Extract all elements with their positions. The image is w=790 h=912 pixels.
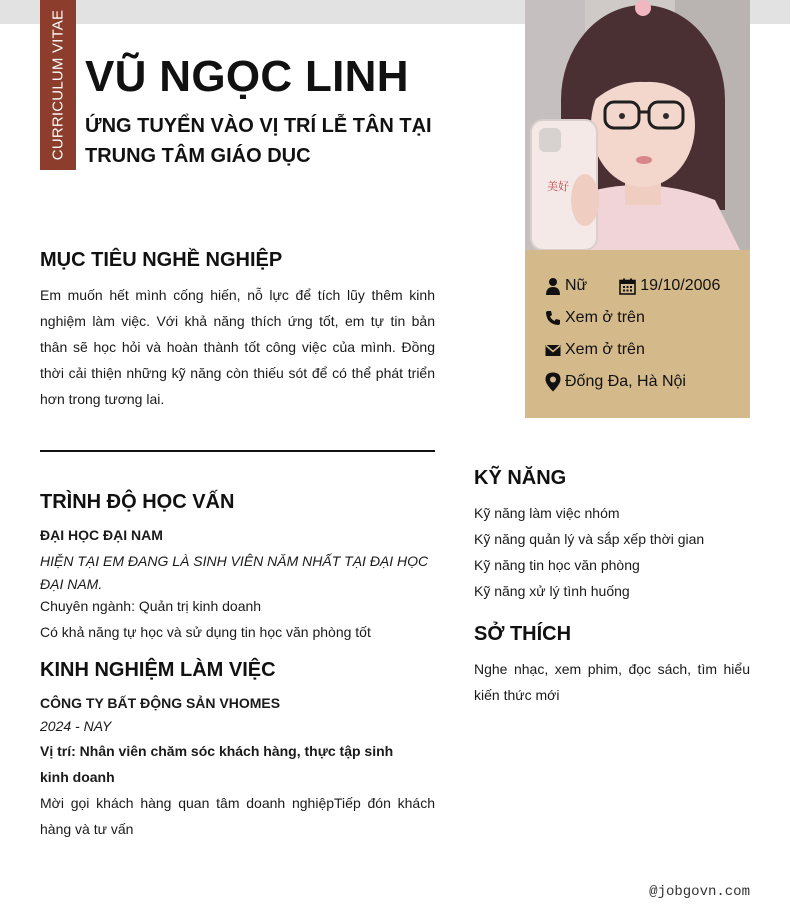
profile-photo bbox=[525, 0, 750, 250]
person-icon bbox=[545, 277, 561, 295]
address-item bbox=[545, 372, 686, 392]
profile-photo-image bbox=[525, 0, 750, 250]
education-major: Chuyên ngành: Quản trị kinh doanh bbox=[40, 598, 262, 614]
experience-title: KINH NGHIỆM LÀM VIỆC bbox=[40, 659, 276, 681]
skill-item: Kỹ năng tin học văn phòng bbox=[474, 557, 640, 573]
hobbies-title: SỞ THÍCH bbox=[474, 623, 572, 645]
experience-period: 2024 - NAY bbox=[40, 718, 112, 734]
phone-icon bbox=[545, 310, 561, 326]
experience-company: CÔNG TY BẤT ĐỘNG SẢN VHOMES bbox=[40, 695, 281, 711]
gender-value: Nữ bbox=[565, 277, 588, 294]
objective-title: MỤC TIÊU NGHỀ NGHIỆP bbox=[40, 249, 283, 271]
birthdate-value: 19/10/2006 bbox=[640, 277, 721, 294]
email-value: Xem ở trên bbox=[565, 341, 645, 358]
experience-description: Mời gọi khách hàng quan tâm doanh nghiệpTiếp đón khách hàng và tư vấn bbox=[40, 795, 435, 837]
info-row-gender-birthdate bbox=[545, 270, 750, 302]
education-status: HIỆN TẠI EM ĐANG LÀ SINH VIÊN NĂM NHẤT TẠI ĐẠI HỌC ĐẠI NAM. bbox=[40, 553, 429, 592]
address-value: Đống Đa, Hà Nội bbox=[565, 373, 686, 390]
section-divider bbox=[40, 450, 435, 452]
svg-text:美好: 美好 bbox=[547, 180, 569, 193]
phone-item bbox=[545, 309, 645, 327]
calendar-icon bbox=[619, 278, 636, 295]
email-item bbox=[545, 341, 645, 359]
education-title: TRÌNH ĐỘ HỌC VẤN bbox=[40, 491, 235, 513]
hobbies-text: Nghe nhạc, xem phim, đọc sách, tìm hiểu kiến thức mới bbox=[474, 661, 750, 703]
skill-item: Kỹ năng làm việc nhóm bbox=[474, 505, 620, 521]
education-note: Có khả năng tự học và sử dụng tin học văn phòng tốt bbox=[40, 624, 371, 640]
skill-item: Kỹ năng quản lý và sắp xếp thời gian bbox=[474, 531, 705, 547]
cv-tab-label: CURRICULUM VITAE bbox=[49, 9, 67, 161]
envelope-icon bbox=[545, 344, 561, 357]
location-pin-icon bbox=[545, 372, 561, 392]
cv-tab bbox=[40, 0, 76, 170]
phone-value: Xem ở trên bbox=[565, 309, 645, 326]
contact-info-box bbox=[525, 250, 750, 418]
footer-watermark: @jobgovn.com bbox=[649, 884, 750, 900]
info-row-email bbox=[545, 334, 750, 366]
gender-item bbox=[545, 277, 587, 295]
info-row-phone bbox=[545, 302, 750, 334]
info-row-address bbox=[545, 366, 750, 398]
skills-title: KỸ NĂNG bbox=[474, 467, 567, 489]
education-school: ĐẠI HỌC ĐẠI NAM bbox=[40, 527, 163, 543]
skill-item: Kỹ năng xử lý tình huống bbox=[474, 583, 630, 599]
objective-text: Em muốn hết mình cống hiến, nỗ lực để tích lũy thêm kinh nghiệm làm việc. Với khả năng thích ứng tốt, em tự tin bản thân sẽ học hỏi và hoàn thành tốt công việc của mình. Đồng thời cải thiện những kỹ năng còn thiếu sót để có thể phát triển hơn trong tương lai. bbox=[40, 287, 435, 407]
candidate-name: VŨ NGỌC LINH bbox=[85, 52, 409, 101]
experience-role: Vị trí: Nhân viên chăm sóc khách hàng, thực tập sinh kinh doanh bbox=[40, 743, 394, 785]
position-title: ỨNG TUYỂN VÀO VỊ TRÍ LỄ TÂN TẠI TRUNG TÂM GIÁO DỤC bbox=[85, 115, 432, 167]
birthdate-item bbox=[619, 277, 720, 295]
